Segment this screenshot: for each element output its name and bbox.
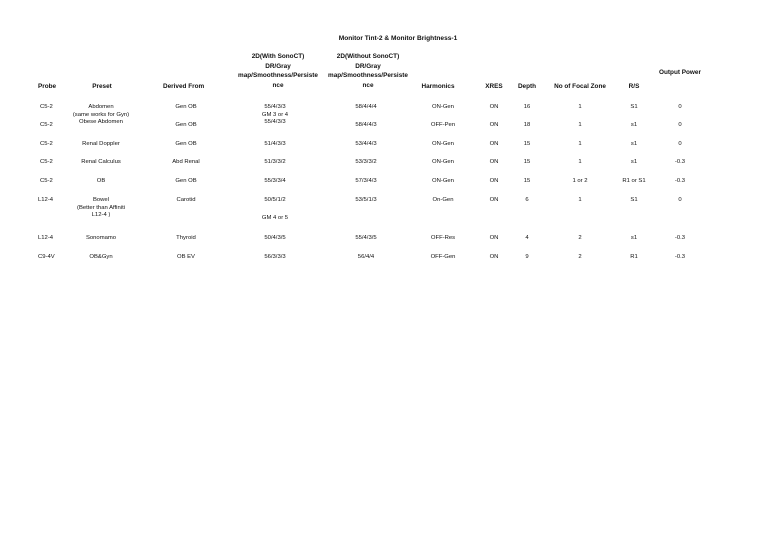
header-with-sonoct-line: DR/Gray	[265, 62, 291, 70]
header-without-sonoct-line: nce	[362, 81, 374, 89]
cell-harmonics: On-Gen	[432, 197, 454, 203]
cell-output-power: -0.3	[674, 235, 686, 241]
header-probe: Probe	[38, 83, 57, 90]
cell-without-sonoct: 53/4/4/3	[355, 141, 377, 147]
cell-derived-from: Carotid	[176, 197, 196, 203]
cell-preset-line: Abdomen	[88, 104, 114, 110]
cell-probe: C5-2	[40, 159, 53, 165]
cell-with-sonoct: 51/3/3/2	[264, 159, 286, 165]
cell-xres: ON	[489, 235, 499, 241]
cell-probe: L12-4	[38, 197, 54, 203]
cell-preset-line: (same works for Gyn)	[72, 111, 130, 118]
header-harmonics: Harmonics	[421, 83, 455, 90]
cell-with-sonoct-note: GM 4 or 5	[261, 215, 289, 221]
cell-xres: ON	[489, 122, 499, 128]
header-without-sonoct-line: DR/Gray	[355, 62, 381, 70]
cell-output-power: 0	[678, 104, 682, 110]
cell-output-power: 0	[678, 122, 682, 128]
cell-depth: 15	[523, 141, 531, 147]
cell-focal-zone: 2	[578, 254, 582, 260]
cell-xres: ON	[489, 178, 499, 184]
cell-without-sonoct: 58/4/4/3	[355, 122, 377, 128]
cell-focal-zone: 1	[578, 141, 582, 147]
cell-with-sonoct: 56/3/3/3	[264, 254, 286, 260]
header-focal-zone: No of Focal Zone	[554, 83, 606, 90]
cell-depth: 18	[523, 122, 531, 128]
cell-depth: 9	[525, 254, 529, 260]
cell-probe: C5-2	[40, 122, 53, 128]
page-title: Monitor Tint-2 & Monitor Brightness-1	[338, 35, 458, 42]
cell-focal-zone: 1	[578, 159, 582, 165]
cell-preset: OB&Gyn	[89, 254, 113, 260]
cell-rs: s1	[630, 235, 638, 241]
cell-probe: C5-2	[40, 141, 53, 147]
cell-preset	[66, 197, 136, 220]
cell-depth: 16	[523, 104, 531, 110]
cell-xres: ON	[489, 197, 499, 203]
cell-derived-from: Abd Renal	[172, 159, 200, 165]
cell-without-sonoct: 57/3/4/3	[355, 178, 377, 184]
header-derived-from: Derived From	[163, 83, 205, 90]
cell-harmonics: OFF-Gen	[430, 254, 456, 260]
cell-derived-from: Thyroid	[176, 235, 196, 241]
cell-derived-from: OB EV	[176, 254, 195, 260]
cell-output-power: 0	[678, 197, 682, 203]
cell-preset: Renal Calculus	[81, 159, 121, 165]
header-with-sonoct	[228, 52, 328, 90]
header-preset: Preset	[92, 83, 112, 90]
cell-harmonics: ON-Gen	[432, 104, 454, 110]
cell-derived-from: Gen OB	[175, 122, 197, 128]
cell-with-sonoct-line: GM 3 or 4	[261, 111, 289, 118]
cell-with-sonoct: 51/4/3/3	[264, 141, 286, 147]
cell-with-sonoct: 50/5/1/2	[264, 197, 286, 203]
header-output-power: Output Power	[659, 69, 701, 76]
cell-with-sonoct	[245, 104, 305, 127]
header-without-sonoct	[318, 52, 418, 90]
cell-harmonics: ON-Gen	[432, 178, 454, 184]
cell-without-sonoct: 55/4/3/5	[355, 235, 377, 241]
cell-xres: ON	[489, 104, 499, 110]
cell-rs: s1	[630, 159, 638, 165]
cell-output-power: -0.3	[674, 254, 686, 260]
cell-probe: L12-4	[38, 235, 54, 241]
cell-depth: 15	[523, 178, 531, 184]
cell-without-sonoct: 53/5/1/3	[355, 197, 377, 203]
cell-probe: C5-2	[40, 104, 53, 110]
header-with-sonoct-line: nce	[272, 81, 284, 89]
cell-harmonics: OFF-Pen	[430, 122, 456, 128]
cell-preset-line: Bowel	[92, 197, 110, 203]
cell-rs: R1	[630, 254, 638, 260]
cell-depth: 4	[525, 235, 529, 241]
cell-derived-from: Gen OB	[175, 104, 197, 110]
cell-harmonics: ON-Gen	[432, 141, 454, 147]
header-without-sonoct-line: 2D(Without SonoCT)	[336, 53, 400, 60]
cell-harmonics: ON-Gen	[432, 159, 454, 165]
cell-with-sonoct-line: 55/4/3/3	[264, 119, 286, 126]
header-xres: XRES	[485, 83, 503, 90]
cell-rs: s1	[630, 141, 638, 147]
cell-rs: R1 or S1	[622, 178, 646, 184]
cell-without-sonoct: 58/4/4/4	[355, 104, 377, 110]
cell-preset-line: Obese Abdomen	[79, 119, 123, 126]
cell-harmonics: OFF-Res	[430, 235, 456, 241]
cell-preset: OB	[96, 178, 106, 184]
cell-focal-zone: 1	[578, 104, 582, 110]
cell-focal-zone: 2	[578, 235, 582, 241]
cell-depth: 15	[523, 159, 531, 165]
cell-with-sonoct-line: 55/4/3/3	[264, 104, 286, 110]
cell-xres: ON	[489, 159, 499, 165]
cell-without-sonoct: 56/4/4	[357, 254, 375, 260]
cell-rs: S1	[630, 197, 638, 203]
header-with-sonoct-line: 2D(With SonoCT)	[251, 53, 305, 60]
cell-with-sonoct: 55/3/3/4	[264, 178, 286, 184]
header-depth: Depth	[517, 83, 537, 90]
cell-probe: C5-2	[40, 178, 53, 184]
header-with-sonoct-line: map/Smoothness/Persiste	[238, 72, 318, 79]
cell-preset-line: (Better than Affiniti	[76, 204, 126, 211]
header-without-sonoct-line: map/Smoothness/Persiste	[328, 72, 408, 79]
cell-with-sonoct: 50/4/3/5	[264, 235, 286, 241]
cell-focal-zone: 1	[578, 197, 582, 203]
cell-xres: ON	[489, 254, 499, 260]
cell-focal-zone: 1 or 2	[572, 178, 588, 184]
cell-derived-from: Gen OB	[175, 178, 197, 184]
cell-probe: C9-4V	[38, 254, 55, 260]
cell-preset: Renal Doppler	[82, 141, 120, 147]
cell-preset: Sonomamo	[85, 235, 117, 241]
cell-xres: ON	[489, 141, 499, 147]
cell-without-sonoct: 53/3/3/2	[355, 159, 377, 165]
cell-preset	[66, 104, 136, 127]
cell-output-power: -0.3	[674, 178, 686, 184]
cell-output-power: -0.3	[674, 159, 686, 165]
cell-focal-zone: 1	[578, 122, 582, 128]
cell-rs: S1	[630, 104, 638, 110]
cell-rs: s1	[630, 122, 638, 128]
cell-preset-line: L12-4 )	[91, 212, 111, 219]
header-rs: R/S	[628, 83, 640, 90]
cell-depth: 6	[525, 197, 529, 203]
cell-output-power: 0	[678, 141, 682, 147]
cell-derived-from: Gen OB	[175, 141, 197, 147]
